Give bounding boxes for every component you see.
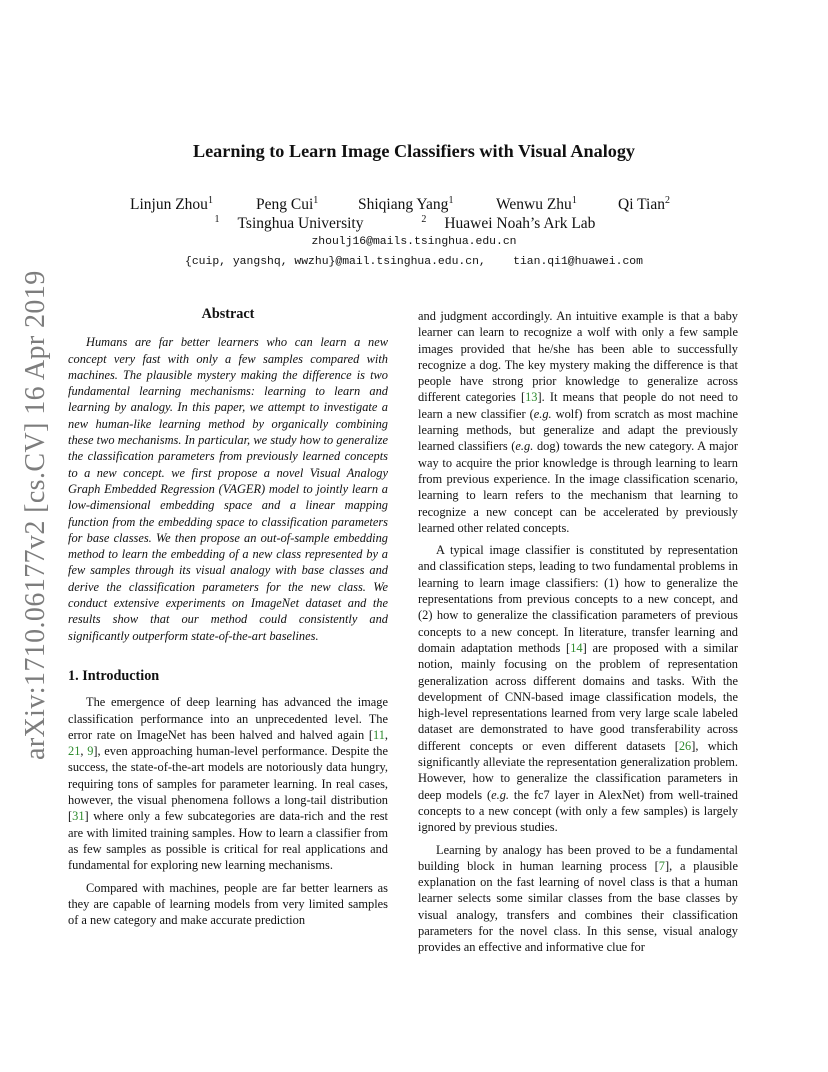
paragraph: The emergence of deep learning has advanced the image classification performance into an unprecedented level. The error rate on ImageNet has been halved and halved again [11, 21, 9], even approaching human-level performance. Despite the success, the state-of-the-art models are notoriously data hungry, requiring tons of samples for parameter learning. In real cases, however, the visual phenomena follows a long-tail distribution [31] where only a few subcategories are data-rich and the rest are with limited training samples. How to learn a classifier from as few samples as possible is critical for real applications and fundamental for exploring new learning mechanisms. <box>68 695 388 873</box>
paragraph: Compared with machines, people are far better learners as they are capable of learning models from very limited samples of a new category and make accurate prediction <box>68 880 388 928</box>
affiliation: $^2$ Huawei Noah’s Ark Lab <box>421 213 596 232</box>
author: Shiqiang Yang$^1$ <box>358 194 454 213</box>
email-line: zhoulj16@mails.tsinghua.edu.cn <box>311 236 517 248</box>
email-line: {cuip, yangshq, wwzhu}@mail.tsinghua.edu.cn, tian.qi1@huawei.com <box>185 256 643 268</box>
citation-link[interactable]: 11 <box>372 727 385 742</box>
citation-link[interactable]: 21 <box>68 744 81 759</box>
abstract-heading: Abstract <box>201 306 255 322</box>
citation-link[interactable]: 14 <box>570 640 583 655</box>
author: Linjun Zhou$^1$ <box>130 194 213 213</box>
paper-title: Learning to Learn Image Classifiers with Visual Analogy <box>192 141 636 161</box>
paragraph: A typical image classifier is constituted by representation and classification steps, leading to two fundamental problems in learning to learn image classifiers: (1) how to generalize the representations from previous concepts to a new concept, and (2) how to generalize the classification parameters of previous concepts to a new concept. In literature, transfer learning and domain adaptation methods [14] are proposed with a similar notion, mainly focusing on the problem of representation generalization across different domains and tasks. With the development of CNN-based image classification models, the high-level representations learned from very large scale labeled dataset are demonstrated to have good transferability across different concepts or even different datasets [26], which significantly alleviate the representation generalization problem. However, how to generalize the classification parameters in deep models (e.g. the fc7 layer in AlexNet) from well-trained concepts to a new concept (with only a few samples) is largely ignored by previous studies. <box>418 543 739 835</box>
affiliation: $^1$ Tsinghua University <box>214 213 364 232</box>
affiliations <box>0 215 828 233</box>
citation-link[interactable]: 26 <box>678 738 692 753</box>
section-heading: 1. Introduction <box>68 667 160 684</box>
arxiv-identifier: arXiv:1710.06177v2 [cs.CV] 16 Apr 2019 <box>20 270 51 760</box>
citation-link[interactable]: 9 <box>87 744 94 759</box>
paragraph: and judgment accordingly. An intuitive example is that a baby learner can learn to recognize a wolf with only a few sample images provided that he/she has been able to successfully recognize a dog. The key mystery making the difference is that people have strong prior knowledge to generalize across different categories [13]. It means that people do not need to learn a new classifier (e.g. wolf) from scratch as most machine learning methods, but generalize and adapt the previously learned classifiers (e.g. dog) towards the new category. A major way to acquire the prior knowledge is through learning to learn from previous experience. In the image classification scenario, learning to learn refers to the mechanism that learning to recognize a new concept can be accelerated by previously learned other related concepts. <box>418 309 738 535</box>
citation-link[interactable]: 31 <box>72 809 85 824</box>
author: Wenwu Zhu$^1$ <box>496 194 577 213</box>
author: Qi Tian$^2$ <box>618 194 670 213</box>
left-column <box>68 306 388 934</box>
abstract-text: Humans are far better learners who can learn a new concept very fast with only a few samples compared with machines. The plausible mystery making the difference is two fundamental learning mechanisms: learning to learn and learning by analogy. In this paper, we attempt to investigate a new human-like learning method by organically combining these two mechanisms. In particular, we study how to generalize the classification parameters from previously learned concepts to a new concept. we first propose a novel Visual Analogy Graph Embedded Regression (VAGER) model to jointly learn a low-dimensional embedding space and a linear mapping function from the embedding space to classification parameters for base classes. We then propose an out-of-sample embedding method to learn the embedding of a new class represented by a few samples through its visual analogy with base classes and derive the classification parameters for the new class. We conduct extensive experiments on ImageNet dataset and the results show that our method could consistently and significantly outperform state-of-the-art baselines. <box>68 335 388 643</box>
citation-link[interactable]: 7 <box>658 858 665 873</box>
right-column <box>418 308 738 962</box>
citation-link[interactable]: 13 <box>525 390 538 405</box>
paragraph: Learning by analogy has been proved to be a fundamental building block in human learning process [7], a plausible explanation on the fast learning of novel class is that a human learner selects some similar classes from the base classes by visual analogy, transfers and combines their classification parameters for the novel class. In this sense, visual analogy provides an effective and informative clue for <box>418 842 738 955</box>
author: Peng Cui$^1$ <box>256 194 319 213</box>
